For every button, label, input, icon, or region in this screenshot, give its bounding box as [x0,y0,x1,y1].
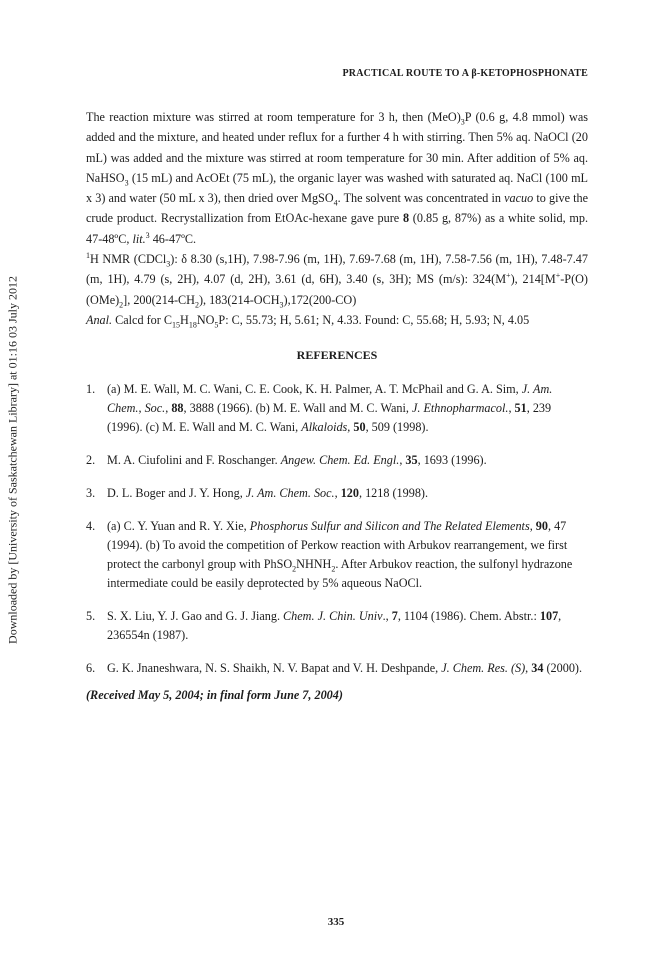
reference-item: 3. D. L. Boger and J. Y. Hong, J. Am. Chem. Soc., 120, 1218 (1998). [86,486,429,500]
main-text [86,107,588,330]
paragraph-procedure: The reaction mixture was stirred at room temperature for 3 h, then $(MeO)_3P$ (0.6 g, 4.8 mmol) was added and the mixture, and heated under reflux for a further 4 h with stirring. Then 5% aq. NaOCl (20 mL) was added and the mixture was stirred at room temperature for 30 min. After addition of 5% aq. NaHSO$_3$ (15 mL) and AcOEt (75 mL), the organic layer was washed with saturated aq. NaCl (100 mL x 3) and water (50 mL x 3), then dried over MgSO$_4$. The solvent was concentrated in vacuo to give the crude product. Recrystallization from EtOAc-hexane gave pure 8 (0.85 g, 87%) as a white solid, mp. 47-48ºC, lit.$^3$ 46-47ºC. [86,110,589,246]
reference-item: 2. M. A. Ciufolini and F. Roschanger. Angew. Chem. Ed. Engl., 35, 1693 (1996). [86,453,487,467]
reference-item: 1. (a) M. E. Wall, M. C. Wani, C. E. Cook, K. H. Palmer, A. T. McPhail and G. A. Sim, J. Am. Chem., Soc., 88, 3888 (1966). (b) M. E. Wall and M. C. Wani, J. Ethnopharmacol., 51, 239 (1996). (c) M. E. Wall and M. C. Wani, Alkaloids, 50, 509 (1998). [86,382,553,434]
paragraph-nmr: $^1$H NMR (CDCl$_3$): δ 8.30 (s,1H), 7.98-7.96 (m, 1H), 7.69-7.68 (m, 1H), 7.58-7.56 (m, 1H), 7.48-7.47 (m, 1H), 4.79 (s, 2H), 4.07 (d, 2H), 3.61 (d, 6H), 3.40 (s, 3H); MS (m/s): 324(M+), $214[M^+-P(O)(OMe)_2]$, $200(214-CH_2)$, $183(214-OCH_3),172(200-CO)$ [86,251,588,310]
download-watermark-text: Downloaded by [University of Saskatchewan Library] at 01:16 03 July 2012 [5,276,20,644]
reference-item: 5. S. X. Liu, Y. J. Gao and G. J. Jiang. Chem. J. Chin. Univ., 7, 1104 (1986). Chem. Abstr.: 107, 236554n (1987). [86,609,562,642]
reference-item: 4. (a) C. Y. Yuan and R. Y. Xie, Phosphorus Sulfur and Silicon and The Related Elements, 90, 47 (1994). (b) To avoid the competition of Perkow reaction with Arbukov rearrangement, we first protect the carbonyl group with $PhSO_2NHNH_2$. After Arbukov reaction, the sulfonyl hydrazone intermediate could be easily deprotected by 5% aqueous NaOCl. [86,519,573,590]
received-date: (Received May 5, 2004; in final form June 7, 2004) [86,688,343,702]
running-head: PRACTICAL ROUTE TO A β-KETOPHOSPHONATE [342,68,588,79]
compound-number: 8 [402,211,410,226]
download-watermark [4,200,22,720]
references-heading: REFERENCES [296,348,378,362]
page-number: 335 [327,916,345,928]
references-list [86,380,588,692]
reference-item: 6. G. K. Jnaneshwara, N. S. Shaikh, N. V. Bapat and V. H. Deshpande, J. Chem. Res. (S), 34 (2000). [86,661,583,675]
paragraph-analysis: Anal. Calcd for $C_{15}H_{18}NO_5P$: C, 55.73; H, 5.61; N, 4.33. Found: C, 55.68; H, 5.93; N, 4.05 [86,312,530,330]
